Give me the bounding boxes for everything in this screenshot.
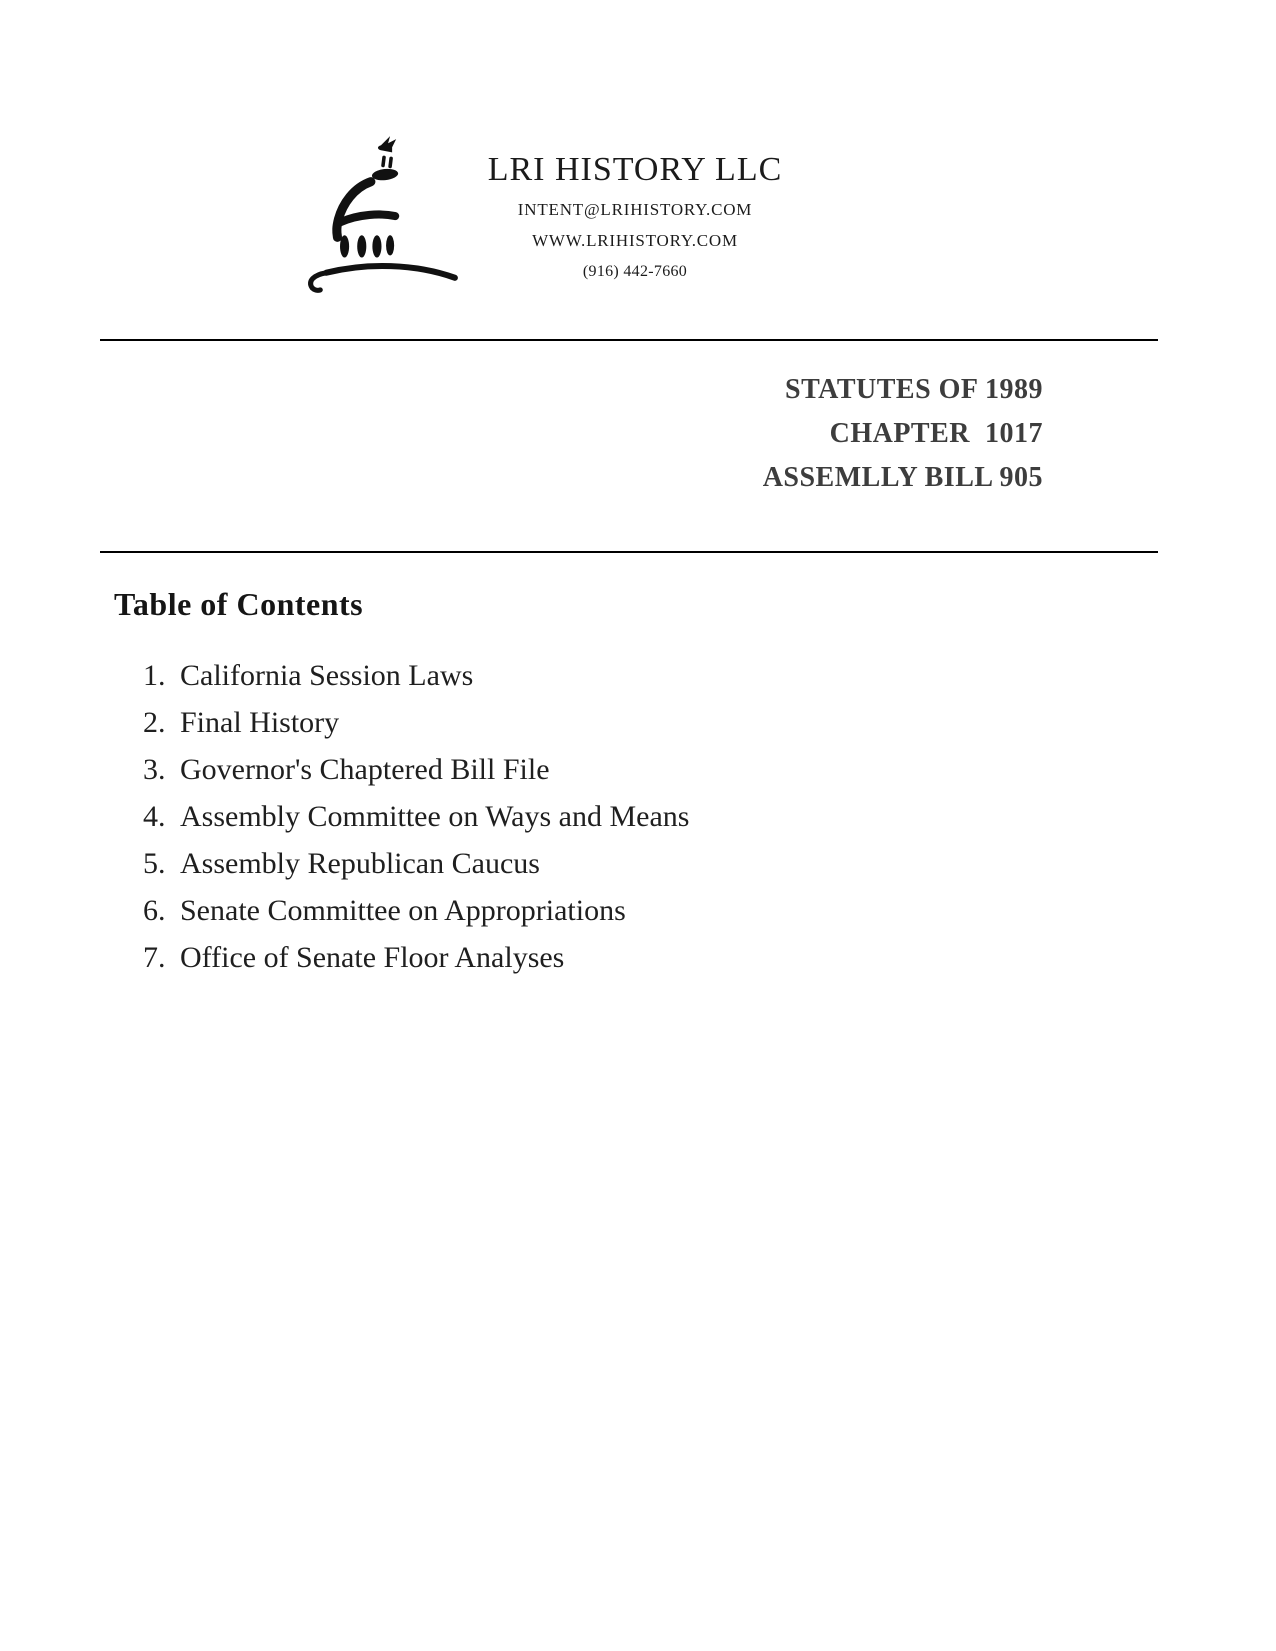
chapter-line: CHAPTER 1017 [829, 418, 1043, 449]
bill-line: ASSEMLLY BILL 905 [762, 462, 1043, 493]
toc-list [114, 652, 1014, 981]
toc-item-number: 3. [143, 753, 166, 786]
toc-item-label: Governor's Chaptered Bill File [180, 753, 550, 786]
toc-item-number: 2. [143, 706, 166, 739]
toc-item [114, 652, 1014, 699]
letterhead [455, 150, 815, 281]
company-website: WWW.LRIHISTORY.COM [532, 231, 738, 250]
toc-item-number: 6. [143, 894, 166, 927]
toc-item-number: 7. [143, 941, 166, 974]
toc-item-label: Assembly Republican Caucus [180, 847, 540, 880]
bill-citation [763, 368, 1043, 500]
divider-top [100, 339, 1158, 341]
toc-item [114, 840, 1014, 887]
toc-item [114, 793, 1014, 840]
toc-item-number: 1. [143, 659, 166, 692]
toc-item [114, 934, 1014, 981]
toc-heading: Table of Contents [114, 586, 364, 622]
toc-item-label: Assembly Committee on Ways and Means [180, 800, 690, 833]
company-email: INTENT@LRIHISTORY.COM [517, 200, 753, 219]
toc-item-label: Office of Senate Floor Analyses [180, 941, 565, 974]
toc-item-label: California Session Laws [180, 659, 474, 692]
divider-bottom [100, 551, 1158, 553]
toc-item [114, 887, 1014, 934]
toc-item-number: 4. [143, 800, 166, 833]
company-name: LRI HISTORY LLC [487, 151, 783, 188]
statutes-line: STATUTES OF 1989 [785, 374, 1043, 405]
toc-item [114, 699, 1014, 746]
toc-item-label: Senate Committee on Appropriations [180, 894, 626, 927]
toc-item-label: Final History [180, 706, 340, 739]
company-phone: (916) 442-7660 [582, 263, 688, 280]
toc-item [114, 746, 1014, 793]
toc-item-number: 5. [143, 847, 166, 880]
capitol-dome-logo-icon [296, 124, 468, 296]
